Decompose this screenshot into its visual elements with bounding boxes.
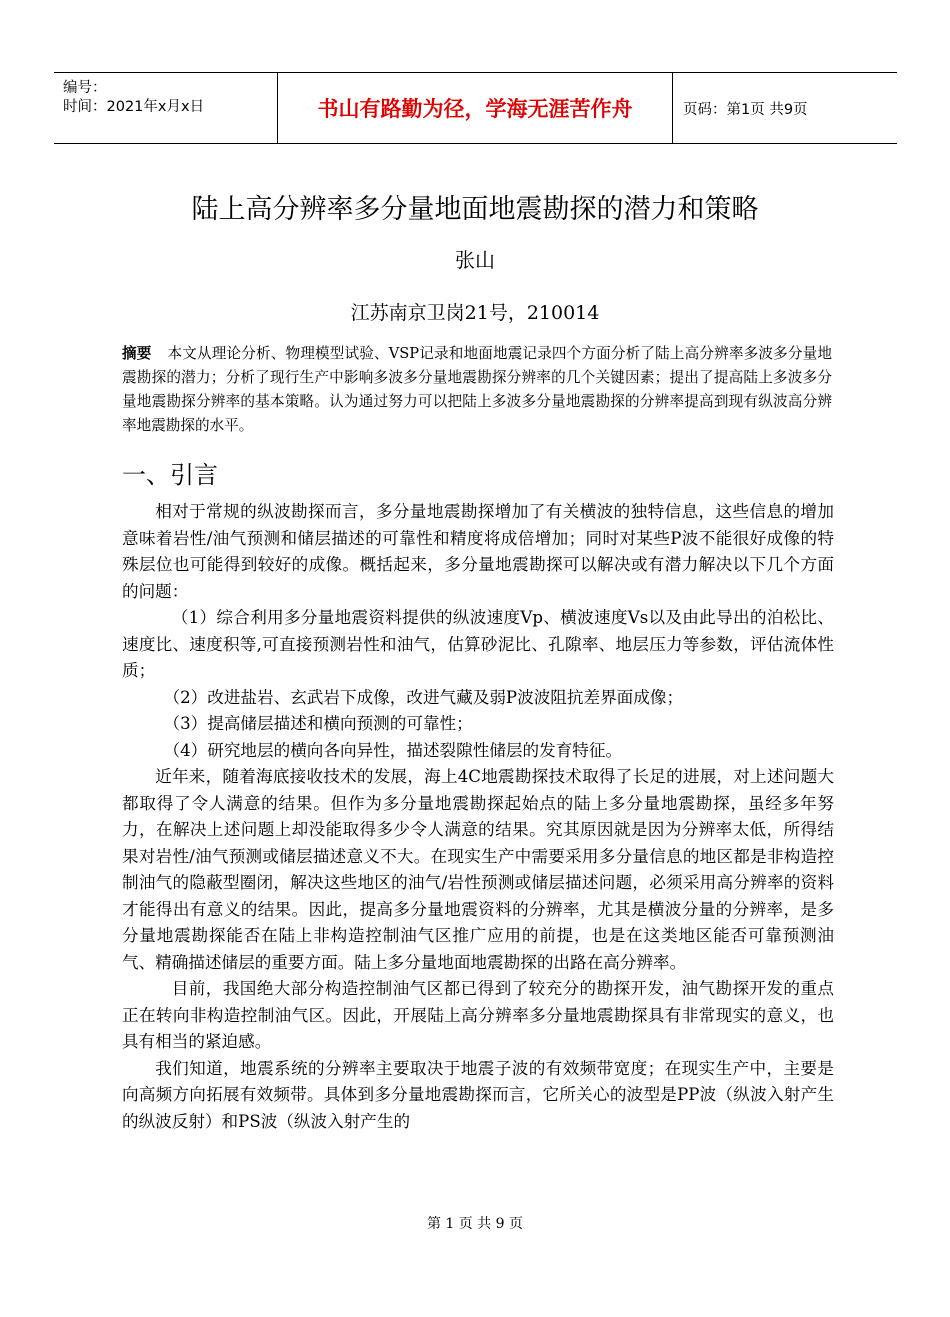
section-heading: 一、引言: [122, 461, 218, 489]
paragraph: 相对于常规的纵波勘探而言，多分量地震勘探增加了有关横波的独特信息，这些信息的增加意味着岩性/油气预测和储层描述的可靠性和精度将成倍增加；同时对某些P波不能很好成像的特殊层位也可能得到较好的成像。概括起来，多分量地震勘探可以解决或有潜力解决以下几个方面的问题：: [122, 502, 834, 601]
list-item: （3）提高储层描述和横向预测的可靠性；: [163, 714, 473, 733]
section-body: [122, 499, 834, 1135]
paragraph: 近年来，随着海底接收技术的发展，海上4C地震勘探技术取得了长足的进展，对上述问题大都取得了令人满意的结果。但作为多分量地震勘探起始点的陆上多分量地震勘探，虽经多年努力，在解决上述问题上却没能取得多少令人满意的结果。究其原因就是因为分辨率太低，所得结果对岩性/油气预测或储层描述意义不大。在现实生产中需要采用多分量信息的地区都是非构造控制油气的隐蔽型圈闭，解决这些地区的油气/岩性预测或储层描述问题，必须采用高分辨率的资料才能得出有意义的结果。因此，提高多分量地震资料的分辨率，尤其是横波分量的分辨率，是多分量地震勘探能否在陆上非构造控制油气区推广应用的前提，也是在这类地区能否可靠预测油气、精确描述储层的重要方面。陆上多分量地面地震勘探的出路在高分辨率。: [122, 767, 834, 972]
page-header: [54, 72, 897, 144]
page-footer: 第 1 页 共 9 页: [426, 1216, 524, 1232]
header-meta: [54, 73, 277, 143]
list-item: （2）改进盐岩、玄武岩下成像，改进气藏及弱P波波阻抗差界面成像；: [163, 687, 684, 707]
abstract-text: 本文从理论分析、物理模型试验、VSP记录和地面地震记录四个方面分析了陆上高分辨率多波多分量地震勘探的潜力；分析了现行生产中影响多波多分量地震勘探分辨率的几个关键因素；提出了提高陆上多波多分量地震勘探分辨率的基本策略。认为通过努力可以把陆上多波多分量地震勘探的分辨率提高到现有纵波高分辨率地震勘探的水平。: [122, 345, 832, 434]
list-item: （1）综合利用多分量地震资料提供的纵波速度Vp、横波速度Vs以及由此导出的泊松比、速度比、速度积等,可直接预测岩性和油气，估算砂泥比、孔隙率、地层压力等参数，评估流体性质；: [122, 608, 834, 680]
header-page-info: 页码：第1页 共9页: [683, 101, 808, 118]
document-number-label: 编号：: [63, 80, 107, 96]
abstract-label: 摘要: [122, 345, 152, 362]
paragraph: 目前，我国绝大部分构造控制油气区都已得到了较充分的勘探开发，油气勘探开发的重点正在转向非构造控制油气区。因此，开展陆上高分辨率多分量地震勘探具有非常现实的意义，也具有相当的紧迫感。: [122, 979, 834, 1051]
abstract: [122, 342, 832, 438]
document-title: 陆上高分辨率多分量地面地震勘探的潜力和策略: [191, 194, 759, 225]
header-motto: 书山有路勤为径，学海无涯苦作舟: [277, 73, 673, 143]
list-item: （4）研究地层的横向各向异性，描述裂隙性储层的发育特征。: [163, 740, 623, 760]
author-address: 江苏南京卫岗21号，210014: [350, 302, 600, 324]
author-name: 张山: [455, 248, 495, 272]
document-time-label: 时间：2021年x月x日: [63, 99, 205, 115]
paragraph: 我们知道，地震系统的分辨率主要取决于地震子波的有效频带宽度；在现实生产中，主要是向高频方向拓展有效频带。具体到多分量地震勘探而言，它所关心的波型是PP波（纵波入射产生的纵波反射）和PS波（纵波入射产生的: [122, 1058, 834, 1131]
